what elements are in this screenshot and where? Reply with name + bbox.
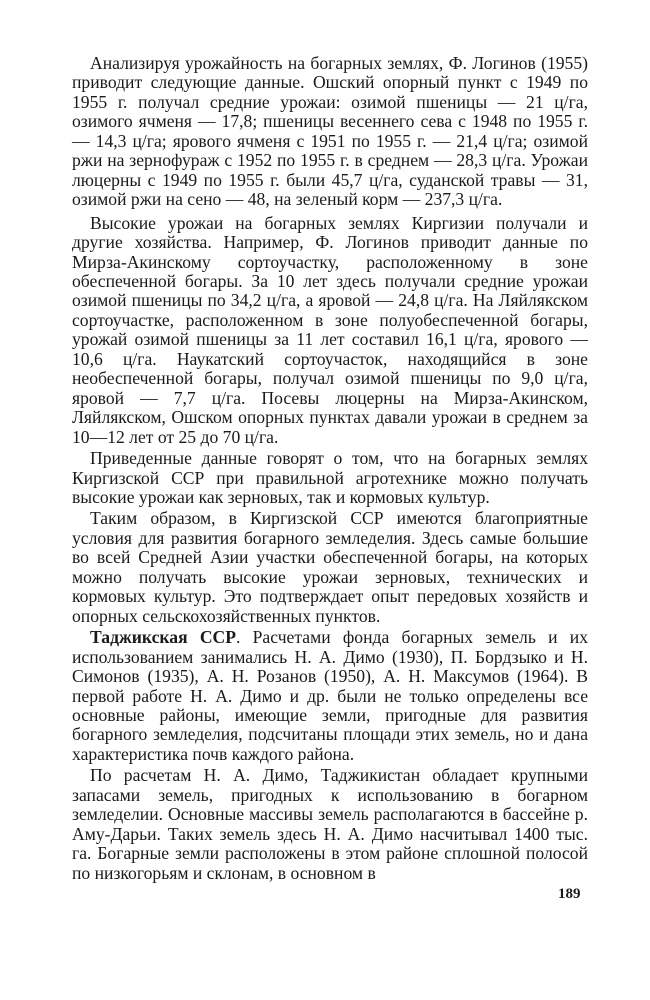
paragraph-dimo-estimates: По расчетам Н. А. Димо, Таджикистан обладает крупными запасами земель, пригодных к использованию в богарном земледелии. Основные массивы земель располагаются в бассейне р. Аму-Дарьи. Таких земель здесь Н. А. Димо насчитывал 1400 тыс. га. Богарные земли расположены в этом районе сплошной полосой по низкогорьям и склонам, в основном в: [72, 765, 588, 883]
paragraph-conclusion: Таким образом, в Киргизской ССР имеются благоприятные условия для развития богарного земледелия. Здесь самые большие во всей Средней Азии участки обеспеченной богары, на которых можно получать высокие урожаи зерновых, технических и кормовых культур. Это подтверждает опыт передовых хозяйств и опорных сельскохозяйственных пунктов.: [72, 508, 588, 626]
paragraph-tajik-ssr: [72, 628, 588, 764]
paragraph-data-summary: Приведенные данные говорят о том, что на богарных землях Киргизской ССР при правильной агротехнике можно получать высокие урожаи как зерновых, так и кормовых культур.: [72, 448, 588, 507]
body-text: [72, 54, 588, 885]
page-number: 189: [558, 886, 581, 902]
paragraph-tajik-text: . Расчетами фонда богарных земель и их использованием занимались Н. А. Димо (1930), П. Бордзыко и Н. Симонов (1935), А. Н. Розанов (1950), А. Н. Максумов (1964). В первой работе Н. А. Димо и др. были не только определены все основные районы, имеющие земли, пригодные для развития богарного земледелия, подсчитаны площади этих земель, но и дана характеристика почв каждого района.: [72, 627, 588, 764]
paragraph-other-farms: Высокие урожаи на богарных землях Киргизии получали и другие хозяйства. Например, Ф. Логинов приводит данные по Мирза-Акинскому сортоучастку, расположенному в зоне обеспеченной богары. За 10 лет здесь получали средние урожаи озимой пшеницы по 34,2 ц/га, а яровой — 24,8 ц/га. На Ляйлякском сортоучастке, расположенном в зоне полуобеспеченной богары, урожай озимой пшеницы за 11 лет составил 16,1 ц/га, ярового — 10,6 ц/га. Наукатский сортоучасток, находящийся в зоне необеспеченной богары, получал озимой пшеницы по 9,0 ц/га, яровой — 7,7 ц/га. Посевы люцерны на Мирза-Акинском, Ляйлякском, Ошском опорных пунктах давали урожаи в среднем за 10—12 лет от 25 до 70 ц/га.: [72, 212, 588, 447]
paragraph-kyrgyz-yields: Анализируя урожайность на богарных землях, Ф. Логинов (1955) приводит следующие данные. Ошский опорный пункт с 1949 по 1955 г. получал средние урожаи: озимой пшеницы — 21 ц/га, озимого ячменя — 17,8; пшеницы весеннего сева с 1948 по 1955 г. — 14,3 ц/га; ярового ячменя с 1951 по 1955 г. — 21,4 ц/га; озимой ржи на зернофураж с 1952 по 1955 г. в среднем — 28,3 ц/га. Урожаи люцерны с 1949 по 1955 г. были 45,7 ц/га, суданской травы — 31, озимой ржи на сено — 48, на зеленый корм — 237,3 ц/га.: [72, 53, 588, 210]
section-heading-tajik-ssr: Таджикская ССР: [90, 627, 236, 648]
